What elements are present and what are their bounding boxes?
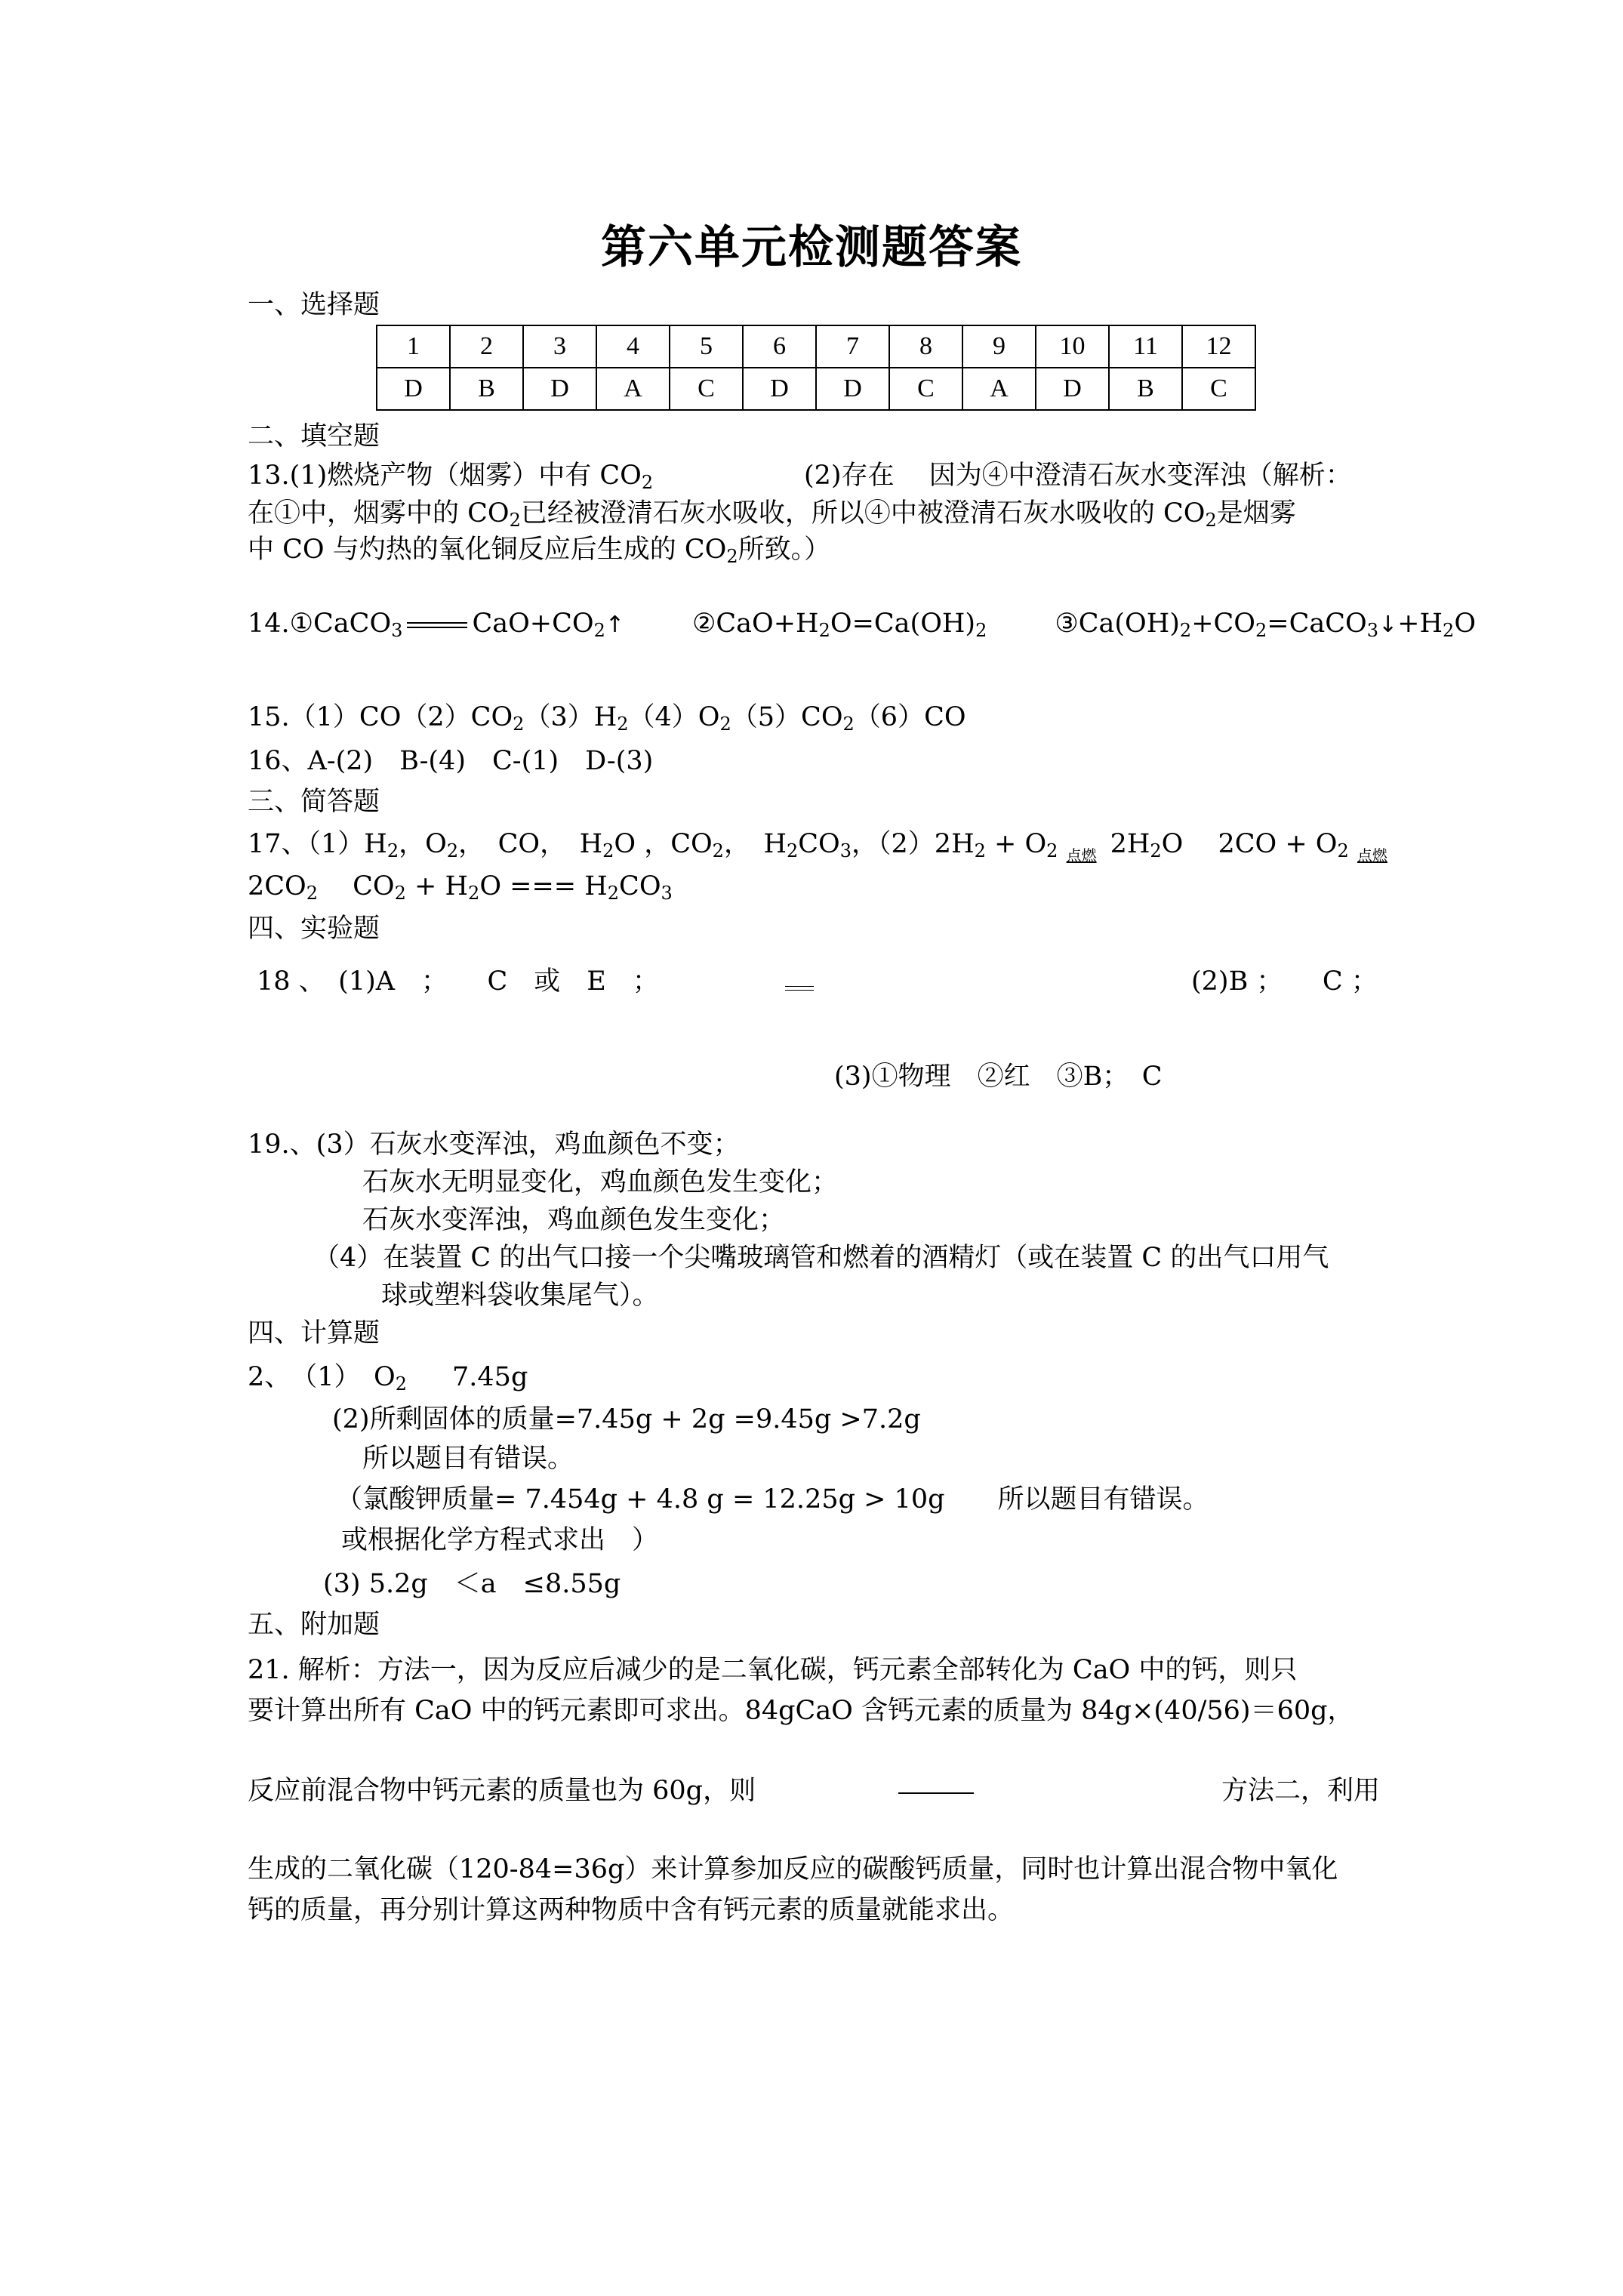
q13-line1-right: (2)存在 因为④中澄清石灰水变浑浊（解析：	[804, 461, 1352, 491]
table-cell: 1	[377, 325, 450, 368]
q2-line1: 2、 （1） $O_2$ 7.45g	[248, 1362, 528, 1395]
q21-line1: 21. 解析：方法一，因为反应后减少的是二氧化碳，钙元素全部转化为 CaO 中的钙，则只	[248, 1655, 1298, 1685]
q19-line1: 19.、(3）石灰水变浑浊，鸡血颜色不变；	[248, 1130, 740, 1160]
table-cell: D	[377, 368, 450, 410]
q19-line5: 球或塑料袋收集尾气）。	[381, 1281, 659, 1311]
q2-line4: （氯酸钾质量= 7.454g + 4.8 g = 12.25g > 10g 所以题目有错误。	[336, 1484, 1209, 1515]
table-row-answers	[377, 368, 1255, 410]
section-heading-short: 三、简答题	[248, 787, 380, 817]
table-cell: 8	[889, 325, 962, 368]
q2-line2: (2)所剩固体的质量=7.45g + 2g =9.45g >7.2g	[332, 1404, 921, 1435]
table-cell: B	[1109, 368, 1182, 410]
table-cell: 7	[816, 325, 889, 368]
section-heading-fill: 二、填空题	[248, 421, 380, 451]
q19-line4: （4）在装置 C 的出气口接一个尖嘴玻璃管和燃着的酒精灯（或在装置 C 的出气口用气	[313, 1243, 1329, 1273]
q16-line: 16、A-(2) B-(4) C-(1) D-(3)	[248, 746, 654, 776]
equals-mark	[785, 986, 814, 991]
table-cell: D	[1036, 368, 1109, 410]
q2-line5: 或根据化学方程式求出 ）	[341, 1525, 659, 1555]
q18-line1-right: (2)B ； C ；	[1191, 966, 1378, 997]
table-cell: B	[450, 368, 523, 410]
table-cell: A	[962, 368, 1036, 410]
table-cell: A	[596, 368, 670, 410]
q17-line2: $2CO_2$ $CO_2 + H_2O$ === $H_2CO_3$	[248, 871, 673, 904]
q18-line2: (3)①物理 ②红 ③B； C	[834, 1062, 1163, 1092]
q2-line6: (3) 5.2g ＜a ≤8.55g	[323, 1569, 621, 1599]
table-cell: D	[523, 368, 596, 410]
table-cell: C	[670, 368, 743, 410]
q2-line3: 所以题目有错误。	[362, 1444, 574, 1474]
q21-line3: 反应前混合物中钙元素的质量也为 60g，则	[248, 1776, 756, 1806]
q21-line5: 钙的质量，再分别计算这两种物质中含有钙元素的质量就能求出。	[248, 1895, 1015, 1925]
section-heading-experiment: 四、实验题	[248, 914, 380, 944]
q13-line3: 中 CO 与灼热的氧化铜反应后生成的 $CO_2$所致。）	[248, 535, 831, 567]
q13-line2: 在①中，烟雾中的 $CO_2$已经被澄清石灰水吸收，所以④中被澄清石灰水吸收的 $CO_2$是烟雾	[248, 498, 1296, 531]
q15-line: $15.(1)CO(2)CO_2(3)H_2(4)O_2(5)CO_2(6)CO$	[248, 702, 966, 735]
table-cell: 3	[523, 325, 596, 368]
table-cell: 12	[1182, 325, 1255, 368]
table-cell: D	[816, 368, 889, 410]
table-cell: 6	[743, 325, 816, 368]
precipitate-arrow-icon: ↓	[1378, 612, 1398, 638]
q14-line: 14.①CaCO$_3$ $CaO+CO_2↑$ $②CaO+H_2O=Ca(OH)_2$ $③Ca(OH)_2+CO_2=CaCO_3↓+H_2O$	[248, 609, 1477, 641]
table-cell: 4	[596, 325, 670, 368]
table-cell: C	[1182, 368, 1255, 410]
q21-line2: 要计算出所有 CaO 中的钙元素即可求出。84gCaO 含钙元素的质量为 84g×(40/56)＝60g，	[248, 1696, 1354, 1726]
gas-arrow-icon: ↑	[605, 612, 625, 638]
fraction-bar	[898, 1792, 974, 1794]
table-cell: 9	[962, 325, 1036, 368]
section-heading-calc: 四、计算题	[248, 1318, 380, 1348]
table-cell: 2	[450, 325, 523, 368]
q19-line2: 石灰水无明显变化，鸡血颜色发生变化；	[362, 1167, 839, 1197]
reaction-arrow	[407, 622, 467, 628]
table-cell: 10	[1036, 325, 1109, 368]
q19-line3: 石灰水变浑浊，鸡血颜色发生变化；	[362, 1205, 786, 1235]
page-title: 第六单元检测题答案	[601, 221, 1022, 274]
section-heading-choice: 一、选择题	[248, 290, 380, 320]
q21-line4: 生成的二氧化碳（120-84=36g）来计算参加反应的碳酸钙质量，同时也计算出混合物中氧化	[248, 1854, 1338, 1885]
table-cell: 11	[1109, 325, 1182, 368]
q13-line1: 13.(1)燃烧产物（烟雾）中有 $CO_2$	[248, 461, 654, 493]
section-heading-bonus: 五、附加题	[248, 1610, 380, 1640]
table-row-numbers	[377, 325, 1255, 368]
q17-line1: 17、$(1)H_2$，$O_2$， CO， $H_2O$ ，$CO_2$， $H_2CO_3$，$(2)2H_2 + O_2$ 点燃 $2H_2O$ $2CO + O_2$ 点燃	[248, 829, 1387, 864]
table-cell: D	[743, 368, 816, 410]
q21-line3-right: 方法二，利用	[1221, 1776, 1381, 1806]
table-cell: C	[889, 368, 962, 410]
q18-line1: 18 、 (1)A ； C 或 E ；	[257, 966, 659, 997]
answer-table	[376, 325, 1256, 411]
table-cell: 5	[670, 325, 743, 368]
